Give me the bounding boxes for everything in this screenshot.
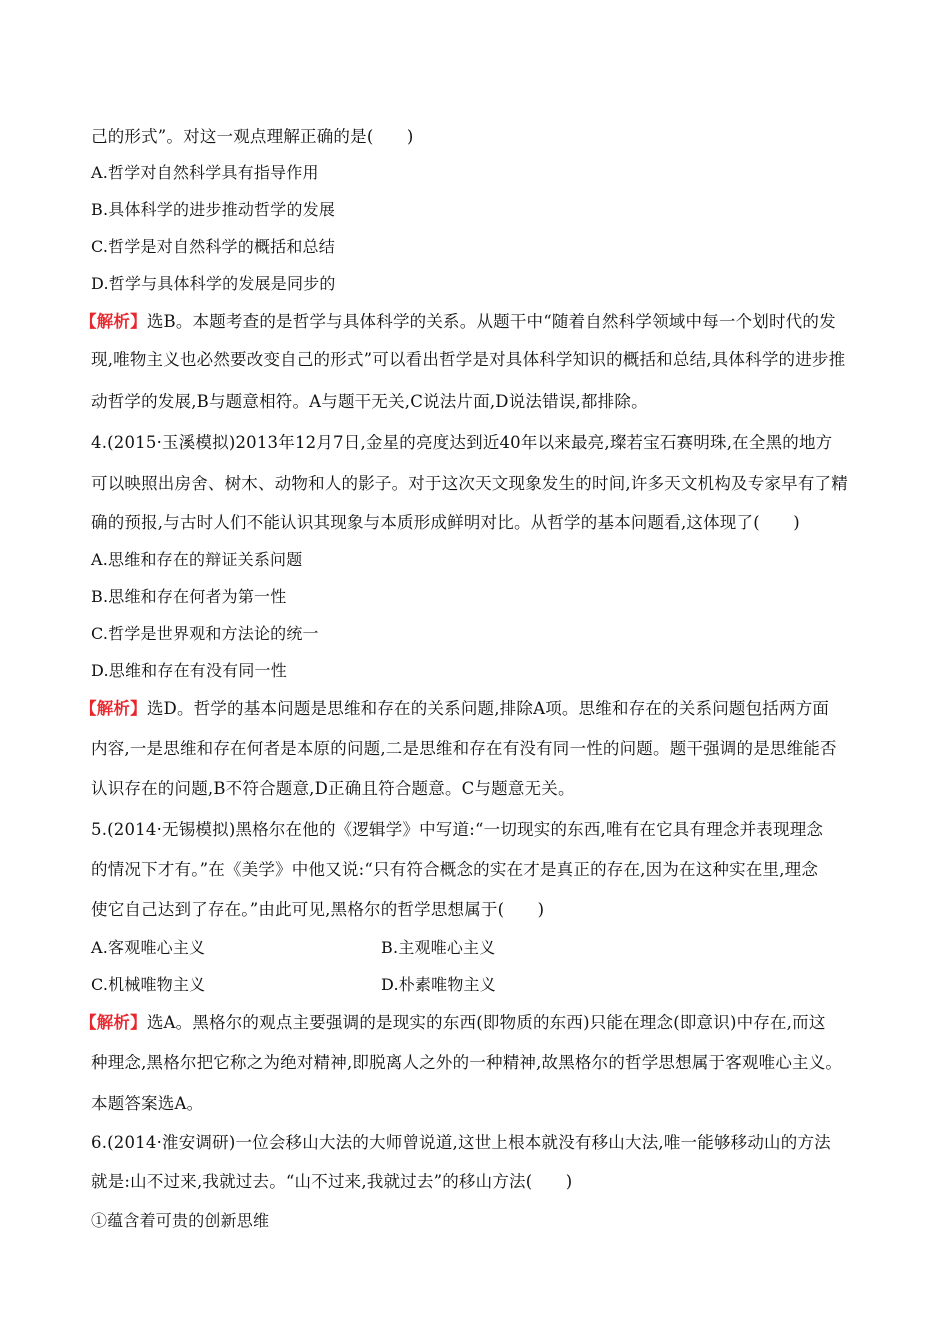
analysis-tag: 【解析】 (80, 312, 147, 331)
q4-option-a: A.思维和存在的辩证关系问题 (91, 550, 303, 569)
q3-analysis-line-1 (80, 311, 836, 333)
q4-analysis-line-2: 内容,一是思维和存在何者是本原的问题,二是思维和存在有没有同一性的问题。题干强调的是思维能否 (91, 739, 837, 758)
q4-stem-line-3: 确的预报,与古时人们不能认识其现象与本质形成鲜明对比。从哲学的基本问题看,这体现了( ) (91, 513, 800, 532)
q5-options-row-2 (91, 974, 496, 996)
q6-item-1: ①蕴含着可贵的创新思维 (91, 1211, 270, 1230)
q4-option-d: D.思维和存在有没有同一性 (91, 661, 287, 680)
q5-stem-line-2: 的情况下才有。”在《美学》中他又说:“只有符合概念的实在才是真正的存在,因为在这种实在里,理念 (91, 860, 819, 879)
q4-stem-line-2: 可以映照出房舍、树木、动物和人的影子。对于这次天文现象发生的时间,许多天文机构及专家早有了精 (91, 474, 848, 493)
q4-analysis-line-3: 认识存在的问题,B不符合题意,D正确且符合题意。C与题意无关。 (91, 779, 575, 798)
analysis-tag: 【解析】 (80, 1013, 147, 1032)
q5-options-row-1 (91, 937, 496, 959)
analysis-tag: 【解析】 (80, 699, 147, 718)
q4-option-b: B.思维和存在何者为第一性 (91, 587, 287, 606)
q4-analysis-line-1 (80, 698, 829, 720)
q5-option-b: B.主观唯心主义 (381, 938, 496, 957)
q5-option-a: A.客观唯心主义 (91, 938, 206, 957)
q5-option-d: D.朴素唯物主义 (381, 975, 496, 994)
q3-option-c: C.哲学是对自然科学的概括和总结 (91, 237, 335, 256)
q6-stem-line-2: 就是:山不过来,我就过去。“山不过来,我就过去”的移山方法( ) (91, 1172, 573, 1191)
q5-analysis-line-2: 种理念,黑格尔把它称之为绝对精神,即脱离人之外的一种精神,故黑格尔的哲学思想属于客观唯心主义。 (91, 1053, 843, 1072)
q6-stem-line-1: 6.(2014·淮安调研)一位会移山大法的大师曾说道,这世上根本就没有移山大法,唯一能够移动山的方法 (91, 1133, 831, 1152)
analysis-text: 选B。本题考查的是哲学与具体科学的关系。从题干中“随着自然科学领域中每一个划时代的发 (146, 312, 836, 331)
q3-option-b: B.具体科学的进步推动哲学的发展 (91, 200, 336, 219)
q3-option-a: A.哲学对自然科学具有指导作用 (91, 163, 319, 182)
q5-analysis-line-3: 本题答案选A。 (91, 1094, 204, 1113)
q3-stem-tail: 己的形式”。对这一观点理解正确的是( ) (91, 127, 414, 146)
q3-option-d: D.哲学与具体科学的发展是同步的 (91, 274, 336, 293)
q3-analysis-line-2: 现,唯物主义也必然要改变自己的形式”可以看出哲学是对具体科学知识的概括和总结,具体科学的进步推 (91, 350, 846, 369)
analysis-text: 选A。黑格尔的观点主要强调的是现实的东西(即物质的东西)只能在理念(即意识)中存在,而这 (146, 1013, 826, 1032)
analysis-text: 选D。哲学的基本问题是思维和存在的关系问题,排除A项。思维和存在的关系问题包括两方面 (146, 699, 830, 718)
q3-analysis-line-3: 动哲学的发展,B与题意相符。A与题干无关,C说法片面,D说法错误,都排除。 (91, 392, 648, 411)
q5-analysis-line-1 (80, 1012, 826, 1034)
q5-stem-line-1: 5.(2014·无锡模拟)黑格尔在他的《逻辑学》中写道:“一切现实的东西,唯有在它具有理念并表现理念 (91, 820, 824, 839)
q4-stem-line-1: 4.(2015·玉溪模拟)2013年12月7日,金星的亮度达到近40年以来最亮,璨若宝石赛明珠,在全黑的地方 (91, 433, 833, 452)
q4-option-c: C.哲学是世界观和方法论的统一 (91, 624, 319, 643)
q5-option-c: C.机械唯物主义 (91, 975, 206, 994)
q5-stem-line-3: 使它自己达到了存在。”由此可见,黑格尔的哲学思想属于( ) (91, 900, 545, 919)
